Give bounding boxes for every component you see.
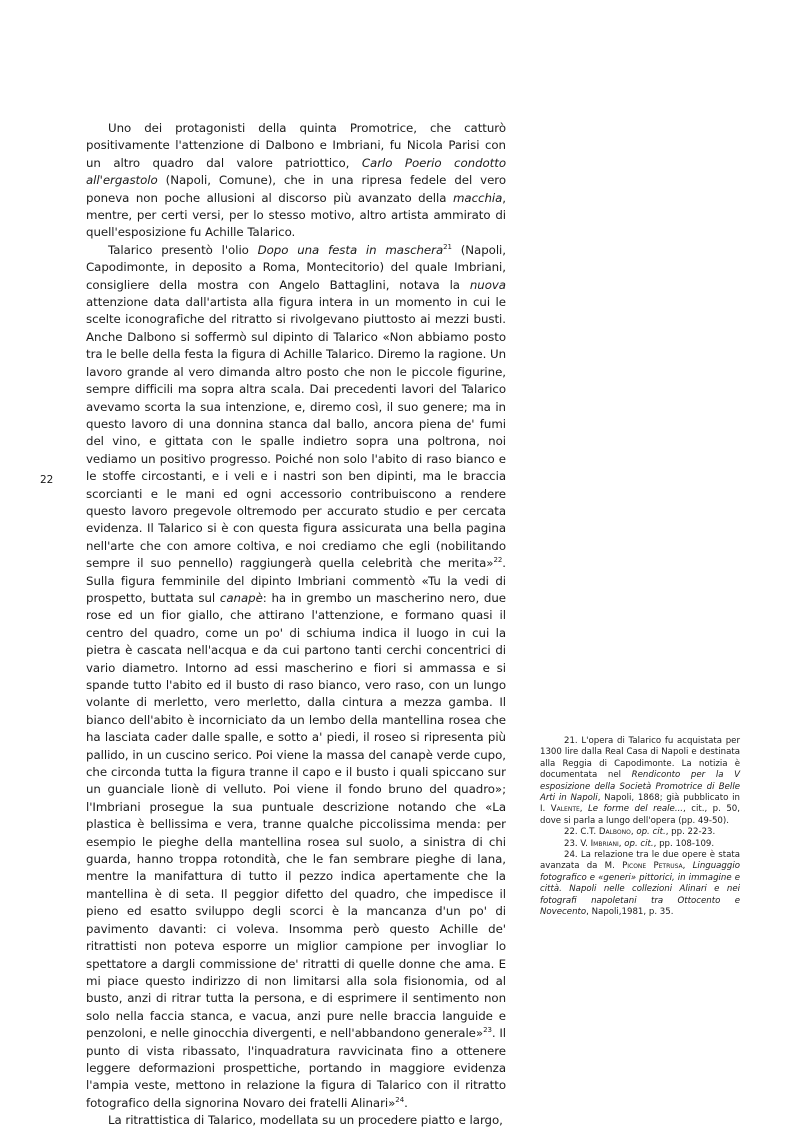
text-segment: Dalbono	[598, 827, 631, 838]
text-segment: macchia	[452, 190, 503, 205]
text-segment: , cit., p. 50, dove si parla a lungo dell'opera (pp. 49-50).	[540, 804, 740, 826]
footnotes	[540, 736, 740, 919]
footnote	[540, 827, 740, 838]
footnote	[540, 839, 740, 850]
text-segment: Carlo Poerio condotto all'ergastolo	[86, 155, 506, 188]
main-text-column	[86, 120, 506, 1130]
text-segment: , Napoli, 1868; già pubblicato in I.	[540, 793, 740, 815]
text-segment: Rendiconto per la V esposizione della Società Promotrice di Belle Arti in Napoli	[540, 770, 740, 804]
text-segment: , Napoli,1981, p. 35.	[586, 907, 674, 918]
text-segment: Dopo una festa in maschera	[257, 242, 444, 257]
page-number: 22	[40, 474, 54, 486]
text-segment: (Napoli, Comune), che in una ripresa fedele del vero poneva non poche allusioni al discorso più avanzato della	[86, 173, 506, 205]
text-segment: attenzione data dall'artista alla figura intera in un momento in cui le scelte iconografiche del ritratto si rivolgevano piuttosto ai mezzi busti. Anche Dalbono si soffermò sul dipinto di Talarico «Non abbiamo posto tra le belle della festa la figura di Achille Talarico. Diremo la ragione. Un lavoro grande al vero dimanda altro posto che non le piccole figurine, sempre difficili ma sopra altra scala. Dai precedenti lavori del Talarico avevamo scorta la sua intenzione, e, diremo così, il suo genere; ma in questo lavoro di una donnina stanca dal ballo, ancora piena de' fumi del vino, e gittata con le spalle indietro sopra una poltrona, noi vediamo un positivo progresso. Poiché non solo l'abito di raso bianco e le stoffe circostanti, e i veli e i nastri son ben dipinti, ma le braccia scorcianti e le mani ed ogni accessorio contribuiscono a rendere questo lavoro pregevole oltremodo per accurato studio e per cercata evidenza. Il Talarico si è con questa figura assicurata una bella pagina nell'arte che con amore coltiva, e noi crediamo che egli (nobilitando sempre il suo pennello) raggiungerà quella celebrità che merita»	[86, 295, 506, 571]
text-segment: Linguaggio fotografico e «generi» pittorici, in immagine e città. Napoli nelle collezioni Alinari e nei fotografi napoletani tra Ottocento e Novecento	[540, 861, 740, 918]
text-segment: Talarico presentò l'olio	[108, 242, 258, 257]
text-segment: Le forme del reale...	[588, 804, 684, 815]
footnote-ref: 24	[395, 1095, 405, 1104]
footnote	[540, 850, 740, 918]
text-segment: ,	[682, 861, 693, 872]
text-segment: (Napoli, Capodimonte, in deposito a Roma, Montecitorio) del quale Imbriani, consigliere della mostra con Angelo Battaglini, notava la	[86, 242, 506, 292]
text-segment: , pp. 108-109.	[653, 838, 715, 849]
text-segment: .	[404, 1095, 408, 1110]
text-segment: . Il punto di vista ribassato, l'inquadratura ravvicinata fino a ottenere leggere deformazioni prospettiche, portando in maggiore evidenza l'ampia veste, mettono in relazione la figura di Talarico con il ritratto fotografico della signorina Novaro dei fratelli Alinari»	[86, 1026, 506, 1110]
text-segment: . Sulla figura femminile del dipinto Imbriani commentò «Tu la vedi di prospetto, buttata sul	[86, 556, 506, 605]
text-segment: Valente	[550, 804, 580, 815]
footnote-ref: 22	[493, 556, 503, 565]
text-segment: 23. V.	[564, 838, 591, 849]
text-segment: 21. L'opera di Talarico fu acquistata per 1300 lire dalla Real Casa di Napoli e destinata alla Reggia di Capodimonte. La notizia è documentata nel	[540, 736, 740, 781]
paragraph	[86, 120, 506, 242]
text-segment: op. cit.	[636, 827, 666, 838]
footnote	[540, 736, 740, 827]
text-segment: La ritrattistica di Talarico, modellata su un procedere piatto e largo,	[108, 1113, 503, 1128]
text-segment: canapè	[219, 590, 263, 605]
text-segment: nuova	[469, 277, 506, 292]
text-segment: Imbriani	[590, 838, 619, 849]
paragraph	[86, 242, 506, 1112]
text-segment: ,	[579, 804, 588, 815]
text-segment: 24. La relazione tra le due opere è stata avanzata da M.	[540, 850, 740, 872]
text-segment: ,	[630, 827, 637, 838]
text-segment: , mentre, per certi versi, per lo stesso motivo, altro artista ammirato di quell'esposizione fu Achille Talarico.	[86, 190, 506, 240]
footnote-ref: 21	[443, 242, 452, 251]
text-segment: Picone Petrusa	[622, 861, 683, 872]
text-segment: op. cit.	[624, 838, 654, 849]
footnote-ref: 23	[483, 1026, 492, 1035]
paragraph	[86, 1112, 506, 1129]
text-segment: , pp. 22-23.	[665, 827, 716, 838]
text-segment: 22. C.T.	[564, 827, 599, 838]
text-segment: Uno dei protagonisti della quinta Promotrice, che catturò positivamente l'attenzione di Dalbono e Imbriani, fu Nicola Parisi con un altro quadro dal valore patriottico,	[86, 121, 506, 170]
text-segment: : ha in grembo un mascherino nero, due rose ed un fior giallo, che attirano l'attenzione, e formano quasi il centro del quadro, come un po' di schiuma indica il luogo in cui la pietra è cascata nell'acqua e da cui partono tanti cerchi concentrici di vario diametro. Intorno ad essi mascherino e fiori si ammassa e si spande tutto l'abito ed il busto di raso bianco, vero raso, con un lungo volante di merletto, vero merletto, dalla cintura a mezza gamba. Il bianco dell'abito è incorniciato da un lembo della mantellina rosea che ha lasciata cader dalle spalle, e sotto a' piedi, il roseo si ripresenta più pallido, in un cuscino serico. Poi viene la massa del canapè verde cupo, che circonda tutta la figura tranne il capo e il busto i quali spiccano sur un guanciale lionè di velluto. Poi viene il fondo bruno del quadro»; l'Imbriani prosegue la sua puntuale descrizione notando che «La plastica è bellissima e vera, tranne qualche piccolissima menda: per esempio le pieghe della mantellina rosea sul suolo, a sinistra di chi guarda, hanno troppa rotondità, che le fan sembrare pieghe di lana, mentre la manifattura di tutto il pezzo indica apertamente che la mantellina è di seta. Il peggior difetto del quadro, che impedisce il pieno ed esatto sviluppo degli scorci è la mancanza d'un po' di pavimento davanti: ci voleva. Insomma però questo Achille de' ritrattisti non poteva esporre un miglior campione per invogliar lo spettatore a dargli commissione de' ritratti di quelle donne che ama. E mi piace questo indirizzo di non limitarsi alla sola fisionomia, od al busto, anzi di ritrar tutta la persona, e di esprimere il sentimento non solo nella faccia stanca, e vacua, anzi pure nelle braccia languide e penzoloni, e nelle ginocchia divergenti, e nell'abbandono generale»	[86, 590, 506, 1041]
text-segment: ,	[618, 838, 625, 849]
